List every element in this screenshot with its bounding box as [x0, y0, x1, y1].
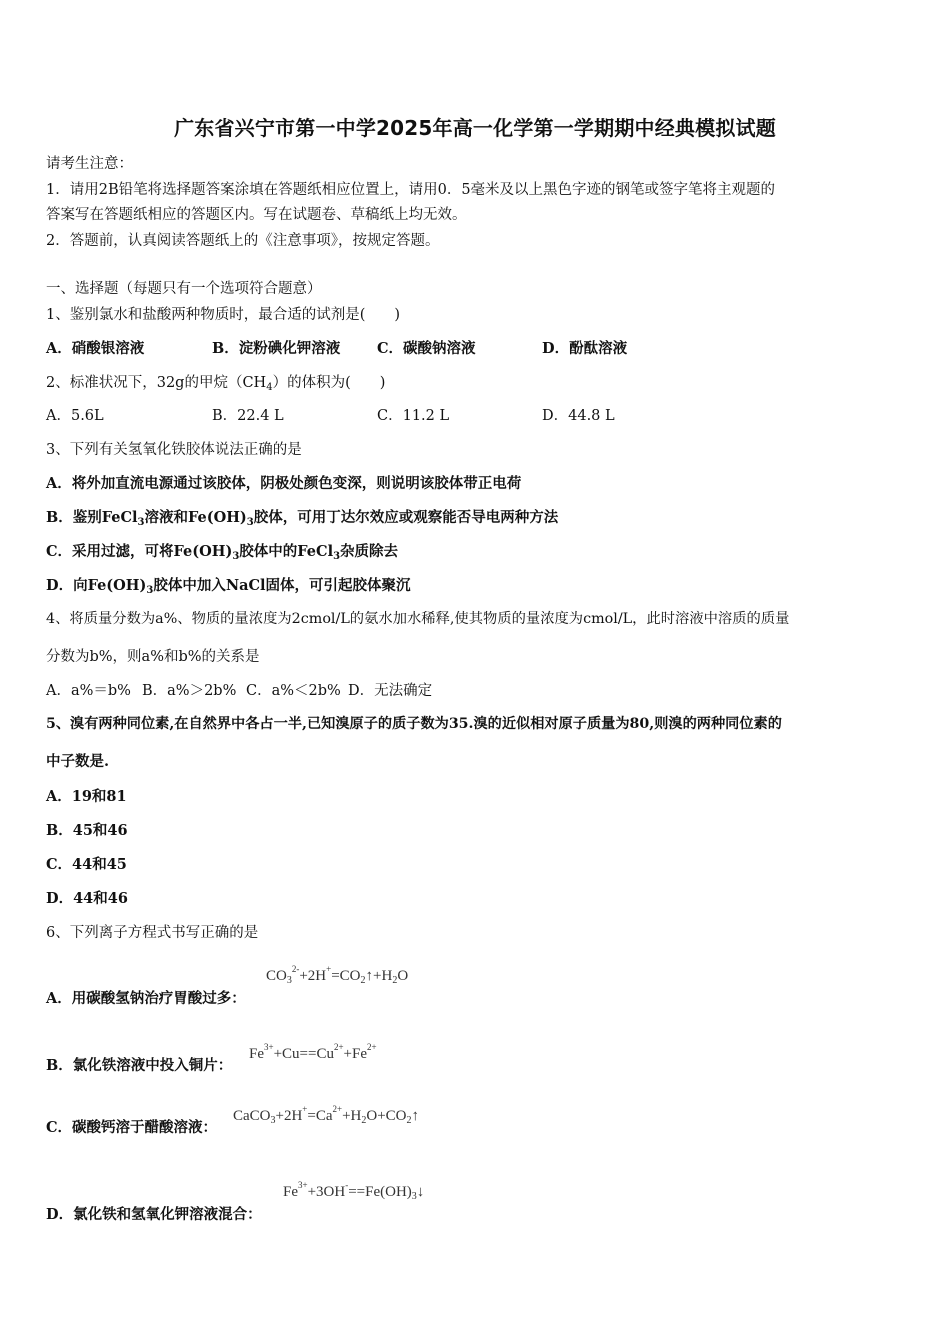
q3-c-sub2: 3 [333, 551, 341, 562]
notice-line-2: 2．答题前，认真阅读答题纸上的《注意事项》，按规定答题。 [46, 233, 440, 249]
question-6-option-b-label: B．氯化铁溶液中投入铜片： [46, 1057, 233, 1074]
question-1-option-b: B．淀粉碘化钾溶液 [212, 340, 341, 357]
question-3-option-a: A．将外加直流电源通过该胶体，阴极处颜色变深，则说明该胶体带正电荷 [46, 475, 522, 492]
q3-b-sub2: 3 [246, 517, 254, 528]
question-3-option-c [46, 540, 398, 561]
q3-b-part1: B．鉴别FeCl [46, 509, 138, 526]
question-5-option-d: D．44和46 [46, 890, 128, 907]
q3-c-part3: 杂质除去 [340, 543, 399, 560]
question-2-stem-a: 2、标准状况下，32g的甲烷（CH [46, 375, 267, 391]
question-6-option-c-label: C．碳酸钙溶于醋酸溶液： [46, 1119, 218, 1136]
question-4-stem-a: 4、将质量分数为a%、物质的量浓度为2cmol/L的氨水加水稀释,使其物质的量浓度为cmol/L，此时溶液中溶质的质量 [46, 611, 790, 627]
q3-c-sub1: 3 [232, 551, 240, 562]
question-1-option-a: A．硝酸银溶液 [46, 340, 145, 357]
question-4-option-d: D．无法确定 [348, 683, 433, 699]
equation-d: $Fe^{3+}+3OH^-==Fe(OH)_3↓$ [283, 1180, 425, 1202]
question-3-stem: 3、下列有关氢氧化铁胶体说法正确的是 [46, 442, 302, 458]
question-5-option-b: B．45和46 [46, 822, 128, 839]
question-2-option-d: D．44.8 L [542, 408, 615, 424]
question-6-option-d-label: D．氯化铁和氢氧化钾溶液混合： [46, 1206, 262, 1223]
question-1-option-c: C．碳酸钠溶液 [377, 340, 476, 357]
section-heading: 一、选择题（每题只有一个选项符合题意） [46, 281, 322, 297]
question-1-stem: 1、鉴别氯水和盐酸两种物质时，最合适的试剂是( ) [46, 307, 401, 323]
question-4-option-b: B．a%＞2b% [142, 683, 237, 699]
question-2-option-a: A．5.6L [46, 408, 104, 424]
equation-a: $CO_3^{2-}+2H^+=CO_2↑+H_2O$ [266, 964, 409, 986]
question-2-stem [46, 371, 385, 392]
question-5-stem-a: 5、溴有两种同位素,在自然界中各占一半,已知溴原子的质子数为35.溴的近似相对原子质量为80,则溴的两种同位素的 [46, 716, 782, 732]
question-5-stem-b: 中子数是. [46, 753, 110, 770]
q3-b-part2: 溶液和Fe(OH) [144, 509, 247, 526]
q3-d-part2: 胶体中加入NaCl固体，可引起胶体聚沉 [153, 577, 411, 594]
question-4-option-c: C．a%＜2b% [246, 683, 341, 699]
question-6-stem: 6、下列离子方程式书写正确的是 [46, 925, 259, 941]
question-2-stem-b: ）的体积为( ) [272, 375, 386, 391]
question-2-option-c: C．11.2 L [377, 408, 450, 424]
page-title: 广东省兴宁市第一中学2025年高一化学第一学期期中经典模拟试题 [174, 116, 776, 140]
question-4-option-a: A．a%＝b% [46, 683, 131, 699]
q3-d-sub1: 3 [146, 585, 154, 596]
q3-b-part3: 胶体，可用丁达尔效应或观察能否导电两种方法 [253, 509, 559, 526]
equation-b: $Fe^{3+}+Cu==Cu^{2+}+Fe^{2+}$ [249, 1042, 377, 1062]
notice-header: 请考生注意： [46, 156, 133, 172]
question-6-option-a-label: A．用碳酸氢钠治疗胃酸过多： [46, 990, 246, 1007]
notice-line-1a: 1．请用2B铅笔将选择题答案涂填在答题纸相应位置上，请用0．5毫米及以上黑色字迹的钢笔或签字笔将主观题的 [46, 182, 776, 198]
question-5-option-a: A．19和81 [46, 788, 127, 805]
question-3-option-b [46, 506, 558, 527]
question-2-stem-sub: 4 [266, 382, 273, 393]
question-4-stem-b: 分数为b%，则a%和b%的关系是 [46, 649, 260, 665]
question-3-option-d [46, 574, 411, 595]
q3-c-part2: 胶体中的FeCl [239, 543, 334, 560]
question-1-option-d: D．酚酞溶液 [542, 340, 628, 357]
q3-c-part1: C．采用过滤，可将Fe(OH) [46, 543, 233, 560]
q3-b-sub1: 3 [137, 517, 145, 528]
question-2-option-b: B．22.4 L [212, 408, 284, 424]
q3-d-part1: D．向Fe(OH) [46, 577, 147, 594]
notice-line-1b: 答案写在答题纸相应的答题区内。写在试题卷、草稿纸上均无效。 [46, 207, 467, 223]
question-5-option-c: C．44和45 [46, 856, 127, 873]
equation-c: $CaCO_3+2H^+=Ca^{2+}+H_2O+CO_2↑$ [233, 1104, 420, 1126]
